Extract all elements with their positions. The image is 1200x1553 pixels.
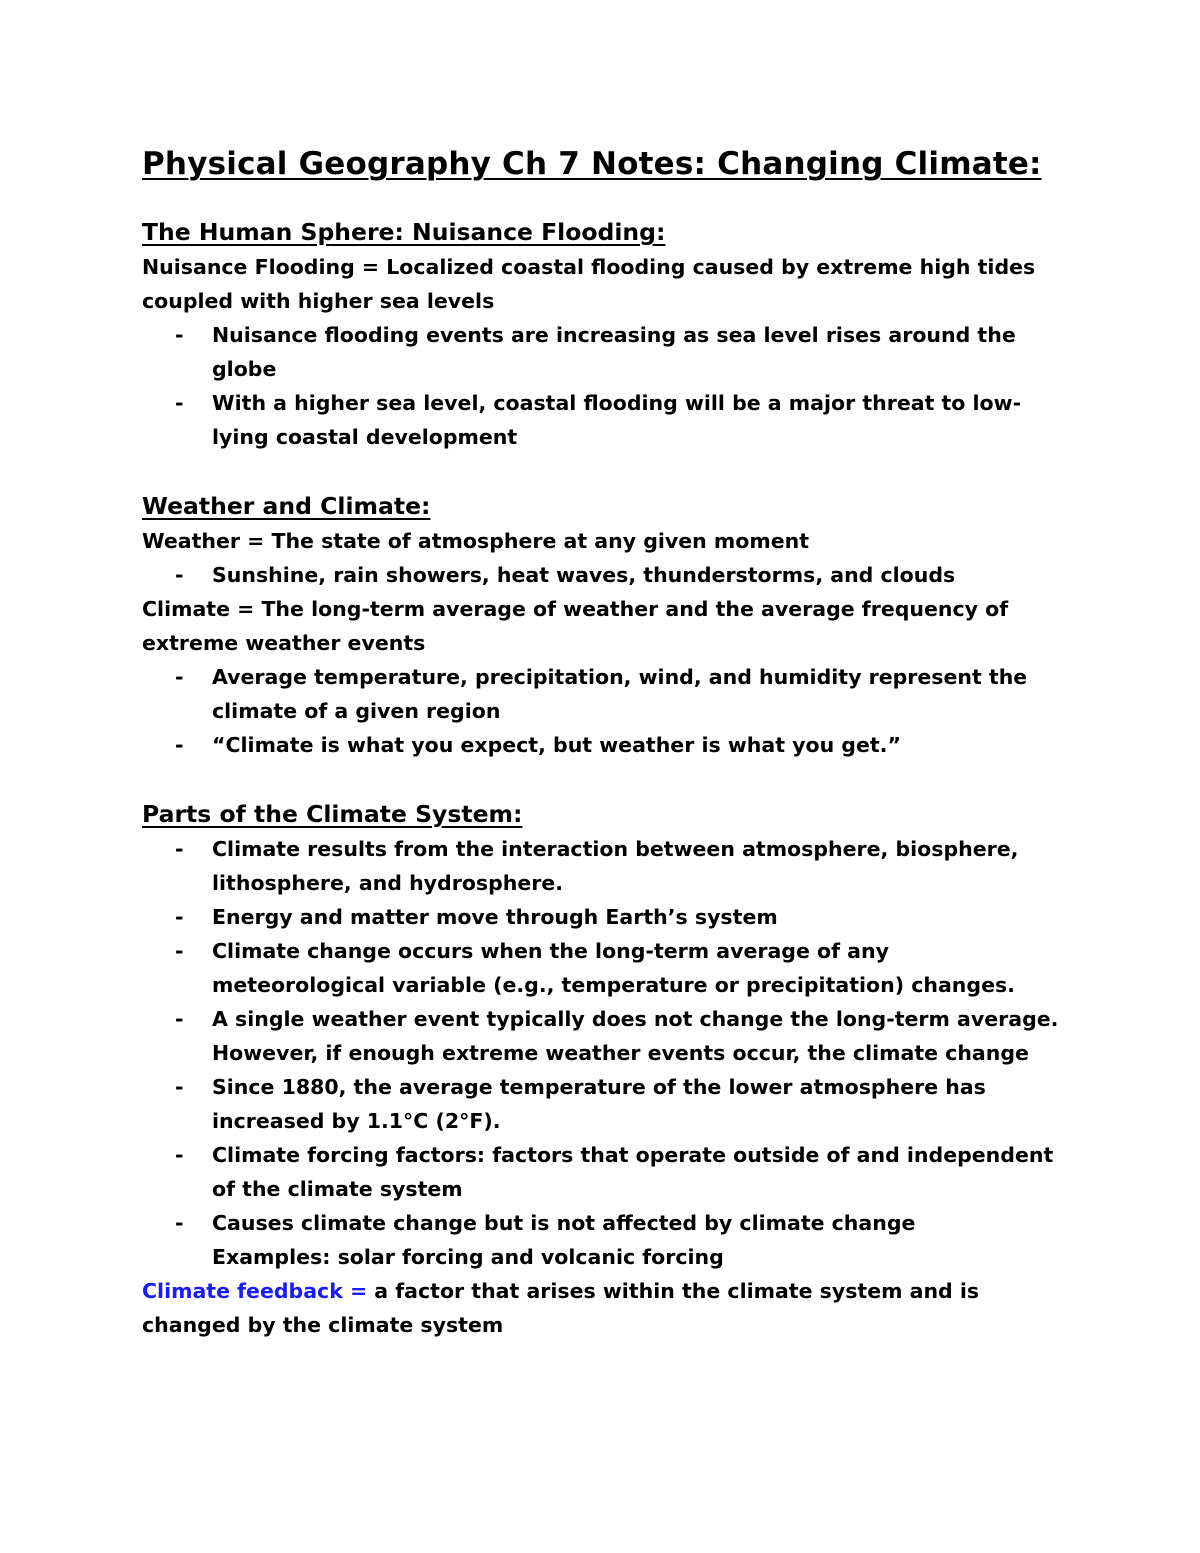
weather-definition: Weather = The state of atmosphere at any given moment (142, 529, 810, 553)
dash-marker: - (175, 563, 184, 587)
dash-marker: - (175, 1007, 184, 1031)
list-item-text: Since 1880, the average temperature of the lower atmosphere has increased by 1.1°C (2°F). (212, 1075, 986, 1133)
weather-bullet-list (142, 558, 1062, 592)
dash-marker: - (175, 905, 184, 929)
list-item (142, 1138, 1062, 1206)
list-item-text: Average temperature, precipitation, wind, and humidity represent the climate of a given region (212, 665, 1028, 723)
list-item-text: Causes climate change but is not affected by climate change (212, 1211, 916, 1235)
climate-definition: Climate = The long-term average of weather and the average frequency of extreme weather events (142, 597, 1009, 655)
list-item (142, 558, 1062, 592)
dash-marker: - (175, 733, 184, 757)
dash-marker: - (175, 837, 184, 861)
dash-marker: - (175, 1143, 184, 1167)
list-item-text: A single weather event typically does not change the long-term average. However, if enough extreme weather events occur, the climate change (212, 1007, 1059, 1065)
dash-marker: - (175, 665, 184, 689)
list-item (142, 386, 1062, 454)
dash-marker: - (175, 391, 184, 415)
climate-feedback-term: Climate feedback = (142, 1279, 368, 1303)
section-spacer (142, 762, 1062, 796)
climate-bullet-list (142, 660, 1062, 762)
list-item (142, 900, 1062, 934)
section-heading-climate-system: Parts of the Climate System: (142, 800, 523, 828)
human-sphere-bullet-list (142, 318, 1062, 454)
nuisance-flooding-definition: Nuisance Flooding = Localized coastal flooding caused by extreme high tides coupled with higher sea levels (142, 255, 1036, 313)
climate-feedback-text: a factor that arises within the climate system and is changed by the climate system (142, 1279, 980, 1337)
list-item (142, 660, 1062, 728)
list-item-text: Climate results from the interaction between atmosphere, biosphere, lithosphere, and hydrosphere. (212, 837, 1019, 895)
list-item (142, 832, 1062, 900)
climate-system-bullet-list (142, 832, 1062, 1274)
list-item (142, 1002, 1062, 1070)
list-item (142, 728, 1062, 762)
page-title: Physical Geography Ch 7 Notes: Changing Climate: (142, 146, 1042, 182)
dash-marker: - (175, 1211, 184, 1235)
section-heading-weather-climate: Weather and Climate: (142, 492, 431, 520)
list-item-text: Sunshine, rain showers, heat waves, thunderstorms, and clouds (212, 563, 956, 587)
list-item (142, 1070, 1062, 1138)
list-item-text: Climate forcing factors: factors that operate outside of and independent of the climate system (212, 1143, 1054, 1201)
list-item (142, 934, 1062, 1002)
section-spacer (142, 454, 1062, 488)
list-item-text: “Climate is what you expect, but weather is what you get.” (212, 733, 901, 757)
list-item-text: With a higher sea level, coastal flooding will be a major threat to low-lying coastal development (212, 391, 1022, 449)
list-item (142, 318, 1062, 386)
document-content (142, 140, 1062, 1342)
examples-line: Examples: solar forcing and volcanic forcing (212, 1245, 724, 1269)
dash-marker: - (175, 323, 184, 347)
list-item-text: Energy and matter move through Earth’s system (212, 905, 778, 929)
list-item (142, 1206, 1062, 1274)
dash-marker: - (175, 1075, 184, 1099)
list-item-text: Climate change occurs when the long-term average of any meteorological variable (e.g., temperature or precipitation) changes. (212, 939, 1015, 997)
dash-marker: - (175, 939, 184, 963)
list-item-text: Nuisance flooding events are increasing as sea level rises around the globe (212, 323, 1016, 381)
climate-feedback-definition (142, 1274, 1062, 1342)
section-heading-human-sphere: The Human Sphere: Nuisance Flooding: (142, 218, 666, 246)
